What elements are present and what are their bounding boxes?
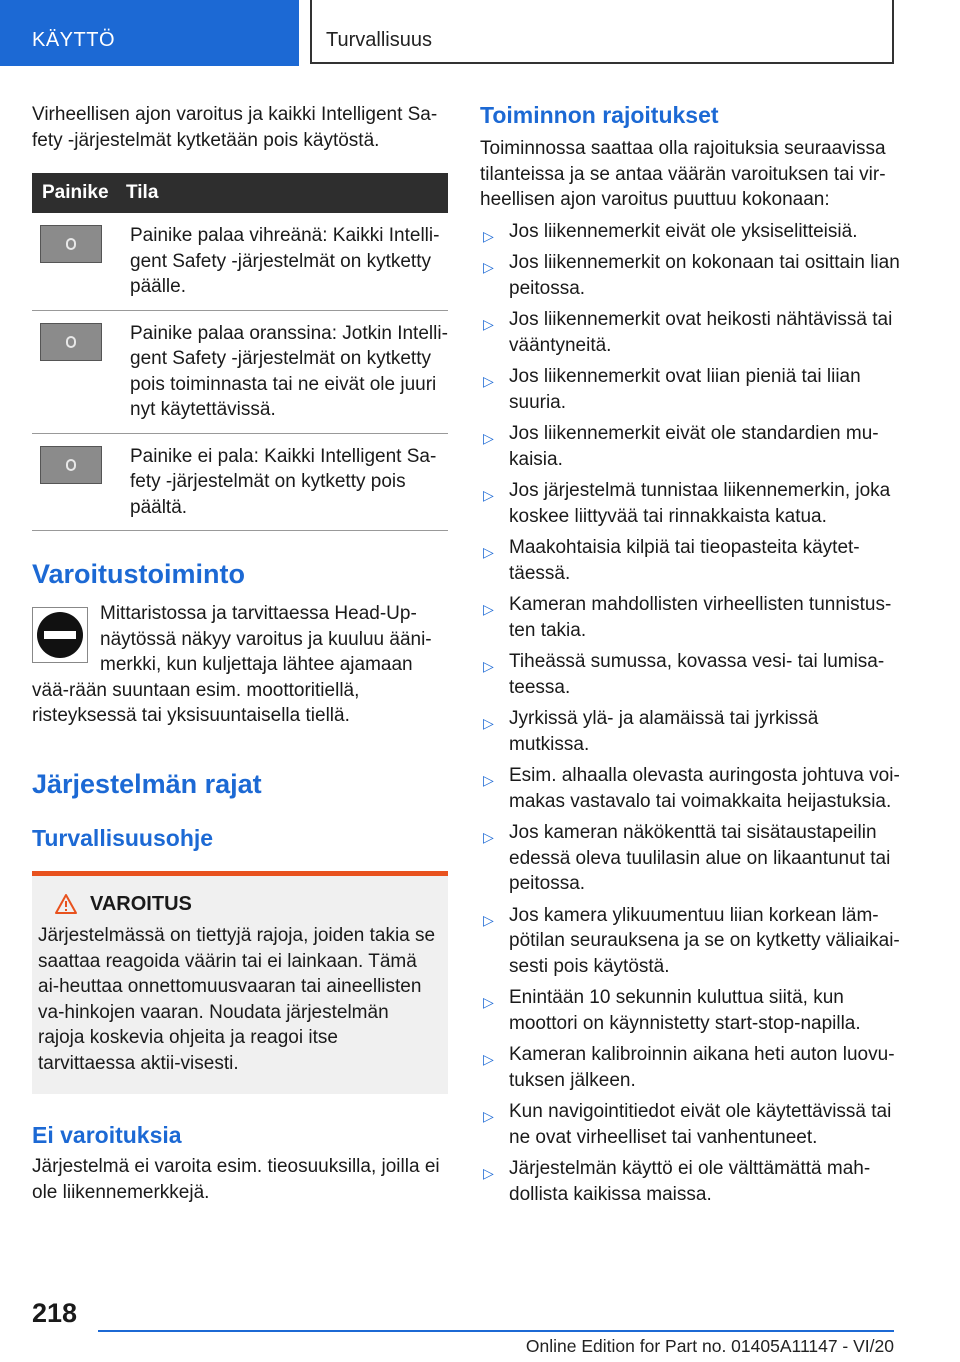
list-item-text: Jos liikennemerkit ovat liian pieniä tai liian suuria. xyxy=(509,366,861,413)
list-item xyxy=(480,478,900,529)
table-header-state: Tila xyxy=(116,173,448,213)
list-item-text: Jos liikennemerkit ovat heikosti nähtävissä tai vääntyneitä. xyxy=(509,309,893,356)
safety-button-icon xyxy=(40,225,102,263)
list-item-text: Kun navigointitiedot eivät ole käytettävissä tai ne ovat virheelliset tai vanhentuneet. xyxy=(509,1101,892,1148)
list-item xyxy=(480,421,900,472)
table-row xyxy=(32,310,448,433)
list-item-text: Kameran kalibroinnin aikana heti auton luovu-tuksen jälkeen. xyxy=(509,1044,895,1091)
triangle-bullet-icon: ▷ xyxy=(483,373,494,389)
header-topic-tab xyxy=(310,0,894,64)
triangle-bullet-icon: ▷ xyxy=(483,601,494,617)
no-warnings-text: Järjestelmä ei varoita esim. tieosuuksilla, joilla ei ole liikennemerkkejä. xyxy=(32,1156,440,1203)
triangle-bullet-icon: ▷ xyxy=(483,1051,494,1067)
triangle-bullet-icon: ▷ xyxy=(483,1165,494,1181)
list-item-text: Jyrkissä ylä- ja alamäissä tai jyrkissä mutkissa. xyxy=(509,708,819,755)
list-item xyxy=(480,820,900,897)
triangle-bullet-icon: ▷ xyxy=(483,1108,494,1124)
list-item xyxy=(480,903,900,980)
heading-system-limits: Järjestelmän rajat xyxy=(32,768,262,799)
table-cell-state: Painike palaa oranssina: Jotkin Intelli-gent Safety -järjestelmät on kytketty pois toiminnasta tai ne eivät ole juuri nyt käytettävissä. xyxy=(116,310,448,433)
footer-edition: Online Edition for Part no. 01405A11147 - VI/20 xyxy=(525,1336,894,1356)
list-item xyxy=(480,535,900,586)
safety-button-icon xyxy=(40,446,102,484)
triangle-bullet-icon: ▷ xyxy=(483,544,494,560)
varoitustoiminto-block xyxy=(32,601,448,729)
list-item xyxy=(480,985,900,1036)
page-number: 218 xyxy=(32,1298,78,1328)
list-item xyxy=(480,219,900,245)
no-entry-icon xyxy=(32,607,88,663)
list-item-text: Jos liikennemerkit eivät ole yksiselitteisiä. xyxy=(509,220,858,242)
heading-safety-note: Turvallisuusohje xyxy=(32,824,214,851)
list-item-text: Maakohtaisia kilpiä tai tieopasteita käytet-täessä. xyxy=(509,537,860,584)
safety-button-icon xyxy=(40,323,102,361)
list-item xyxy=(480,592,900,643)
triangle-bullet-icon: ▷ xyxy=(483,430,494,446)
triangle-bullet-icon: ▷ xyxy=(483,715,494,731)
warning-text: Järjestelmässä on tiettyjä rajoja, joiden takia se saattaa reagoida väärin tai ei lainkaan. Tämä ai-heuttaa onnettomuusvaaran tai aineellisten va-hinkojen vaaran. Noudata järjestelmän rajoja koskevia ohjeita ja reagoi itse tarvittaessa aktii-visesti. xyxy=(38,925,436,1074)
list-item-text: Jos liikennemerkit eivät ole standardien mu-kaisia. xyxy=(509,423,879,470)
footer-rule xyxy=(98,1330,894,1332)
list-item xyxy=(480,364,900,415)
header-topic-label: Turvallisuus xyxy=(326,29,432,51)
intro-paragraph: Virheellisen ajon varoitus ja kaikki Intelligent Sa-fety -järjestelmät kytketään pois käytöstä. xyxy=(32,104,438,151)
list-item-text: Jos kamera ylikuumentuu liian korkean läm-pötilan seurauksena ja se on kytketty väliaikai-sesti pois käytöstä. xyxy=(509,904,900,977)
list-item-text: Jos järjestelmä tunnistaa liikennemerkin, joka koskee liittyvää tai rinnakkaista katua. xyxy=(509,480,891,527)
list-item-text: Jos liikennemerkit on kokonaan tai osittain lian peitossa. xyxy=(509,252,900,299)
list-item xyxy=(480,649,900,700)
triangle-bullet-icon: ▷ xyxy=(483,994,494,1010)
list-item xyxy=(480,1042,900,1093)
list-item-text: Jos kameran näkökenttä tai sisätaustapeilin edessä oleva tuulilasin alue on likaantunut tai peitossa. xyxy=(509,822,891,894)
heading-no-warnings: Ei varoituksia xyxy=(32,1122,182,1148)
table-header-row xyxy=(32,173,448,213)
triangle-bullet-icon: ▷ xyxy=(483,829,494,845)
triangle-bullet-icon: ▷ xyxy=(483,227,494,244)
triangle-bullet-icon: ▷ xyxy=(483,316,494,332)
triangle-bullet-icon: ▷ xyxy=(483,487,494,503)
table-row xyxy=(32,433,448,531)
list-item xyxy=(480,706,900,757)
list-item xyxy=(480,1099,900,1150)
restrictions-intro: Toiminnossa saattaa olla rajoituksia seuraavissa tilanteissa ja se antaa väärän varoituksen tai vir-heellisen ajon varoitus puuttuu kokonaan: xyxy=(480,138,886,210)
warning-triangle-icon xyxy=(54,893,78,915)
triangle-bullet-icon: ▷ xyxy=(483,772,494,788)
button-state-table xyxy=(32,173,448,531)
list-item-text: Järjestelmän käyttö ei ole välttämättä mah-dollista kaikissa maissa. xyxy=(509,1158,871,1205)
list-item xyxy=(480,1156,900,1207)
table-cell-state: Painike palaa vihreänä: Kaikki Intelli-gent Safety -järjestelmät on kytketty päälle. xyxy=(116,213,448,310)
triangle-bullet-icon: ▷ xyxy=(483,259,494,275)
table-header-button: Painike xyxy=(32,173,116,213)
restrictions-list xyxy=(480,219,900,1208)
heading-varoitustoiminto: Varoitustoiminto xyxy=(32,559,246,589)
list-item-text: Kameran mahdollisten virheellisten tunnistus-ten takia. xyxy=(509,594,892,641)
table-cell-state: Painike ei pala: Kaikki Intelligent Sa-fety -järjestelmät on kytketty pois päältä. xyxy=(116,433,448,531)
left-column xyxy=(32,102,448,1205)
varoitustoiminto-text: Mittaristossa ja tarvittaessa Head-Up-näytössä näkyy varoitus ja kuuluu ääni-merkki, kun kuljettaja lähtee ajamaan vää-rään suuntaan esim. moottoritiellä, risteyksessä tai yksisuuntaisella tiellä. xyxy=(32,603,432,726)
list-item xyxy=(480,307,900,358)
list-item-text: Enintään 10 sekunnin kuluttua siitä, kun moottori on käynnistetty start-stop-napilla. xyxy=(509,987,861,1034)
header-section-tab xyxy=(0,0,299,66)
triangle-bullet-icon: ▷ xyxy=(483,911,494,928)
warning-title: VAROITUS xyxy=(90,892,192,915)
list-item xyxy=(480,763,900,814)
warning-title-row xyxy=(54,892,436,918)
right-column xyxy=(480,100,900,1213)
list-item-text: Tiheässä sumussa, kovassa vesi- tai lumisa-teessa. xyxy=(509,651,885,698)
header-section-label: KÄYTTÖ xyxy=(32,29,116,51)
triangle-bullet-icon: ▷ xyxy=(483,658,494,674)
list-item xyxy=(480,250,900,301)
list-item-text: Esim. alhaalla olevasta auringosta johtuva voi-makas vastavalo tai voimakkaita heijastuksia. xyxy=(509,765,900,812)
warning-box xyxy=(32,871,448,1095)
heading-function-restrictions: Toiminnon rajoitukset xyxy=(480,102,719,128)
table-row xyxy=(32,213,448,310)
